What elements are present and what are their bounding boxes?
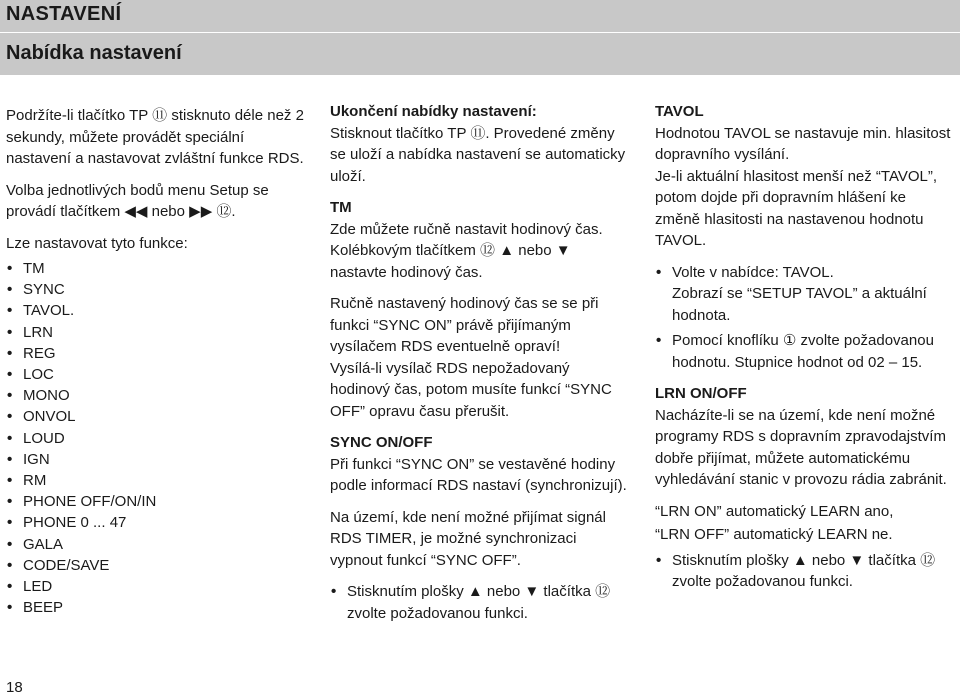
list-item: • LRN [6, 322, 306, 343]
list-item: • LOUD [6, 428, 306, 449]
tm-text: Zde můžete ručně nastavit hodinový čas. Kolébkovým tlačítkem ⑫ ▲ nebo ▼ nastavte hodinový čas. [330, 220, 603, 281]
end-menu-heading: Ukončení nabídky nastavení: [330, 103, 537, 120]
list-item: • Pomocí knoflíku ① zvolte požadovanou hodnotu. Stupnice hodnot od 02 – 15. [655, 330, 955, 373]
list-item: • SYNC [6, 279, 306, 300]
tavol-bullets [655, 262, 955, 374]
list-item: • REG [6, 343, 306, 364]
list-item: • RM [6, 470, 306, 491]
page-number: 18 [6, 679, 23, 696]
page-subtitle: Nabídka nastavení [6, 42, 182, 64]
list-item: • PHONE OFF/ON/IN [6, 491, 306, 512]
list-item: • Stisknutím plošky ▲ nebo ▼ tlačítka ⑫ zvolte požadovanou funkci. [655, 550, 955, 593]
tavol-text: Hodnotou TAVOL se nastavuje min. hlasitost dopravního vysílání. Je-li aktuální hlasitost menší než “TAVOL”, potom dojde při dopravním hlášení ke změně hlasitosti na nastavenou hodnotu TAVOL. [655, 124, 951, 249]
page-title: NASTAVENÍ [6, 3, 122, 25]
functions-heading: Lze nastavovat tyto funkce: [6, 234, 188, 252]
list-item: • BEEP [6, 597, 306, 618]
list-item: • CODE/SAVE [6, 555, 306, 576]
list-item: • LED [6, 576, 306, 597]
list-item: • GALA [6, 534, 306, 555]
list-item: • PHONE 0 ... 47 [6, 512, 306, 533]
column-1 [6, 105, 306, 618]
lrn-text: Nacházíte-li se na území, kde není možné programy RDS s dopravním zpravodajstvím dobře přijímat, můžete automatickému vyhledávání stanic v provozu rádia zabránit. [655, 406, 947, 488]
column-3 [655, 101, 955, 593]
tm-heading: TM [330, 199, 352, 216]
list-item: • ONVOL [6, 406, 306, 427]
list-item: • TM [6, 258, 306, 279]
list-item: • Stisknutím plošky ▲ nebo ▼ tlačítka ⑫ zvolte požadovanou funkci. [330, 581, 630, 624]
list-item: • MONO [6, 385, 306, 406]
end-menu-text: Stisknout tlačítko TP ⑪. Provedené změny se uloží a nabídka nastavení se automaticky uloží. [330, 124, 626, 185]
functions-list [6, 258, 306, 618]
tm-text-2: Ručně nastavený hodinový čas se se při funkci “SYNC ON” právě přijímaným vysílačem RDS eventuelně opraví! Vysílá-li vysílač RDS nepožadovaný hodinový čas, potom musíte funkcí “SYNC OFF” opravu času přerušit. [330, 295, 612, 420]
lrn-heading: LRN ON/OFF [655, 385, 747, 402]
lrn-on-text: “LRN ON” automatický LEARN ano, [655, 502, 894, 520]
header-band-top [0, 0, 960, 32]
list-item: • LOC [6, 364, 306, 385]
sync-text: Při funkci “SYNC ON” se vestavěné hodiny podle informací RDS nastaví (synchronizují). [330, 455, 627, 494]
tavol-heading: TAVOL [655, 103, 704, 120]
sync-bullets [330, 581, 630, 624]
sync-heading: SYNC ON/OFF [330, 434, 433, 451]
lrn-off-text: “LRN OFF” automatický LEARN ne. [655, 526, 893, 543]
intro-paragraph: Podržíte-li tlačítko TP ⑪ stisknuto déle než 2 sekundy, můžete provádět speciální nastavení a nastavovat zvláštní funkce RDS. [6, 107, 304, 167]
list-item: • TAVOL. [6, 300, 306, 321]
navigation-paragraph: Volba jednotlivých bodů menu Setup se provádí tlačítkem ◀◀ nebo ▶▶ ⑫. [6, 181, 269, 220]
lrn-bullets [655, 550, 955, 593]
list-item: • IGN [6, 449, 306, 470]
sync-text-2: Na území, kde není možné přijímat signál RDS TIMER, je možné synchronizaci vypnout funkcí “SYNC OFF”. [330, 508, 606, 569]
column-2 [330, 101, 630, 624]
list-item: • Volte v nabídce: TAVOL. Zobrazí se “SETUP TAVOL” a aktuální hodnota. [655, 262, 955, 327]
